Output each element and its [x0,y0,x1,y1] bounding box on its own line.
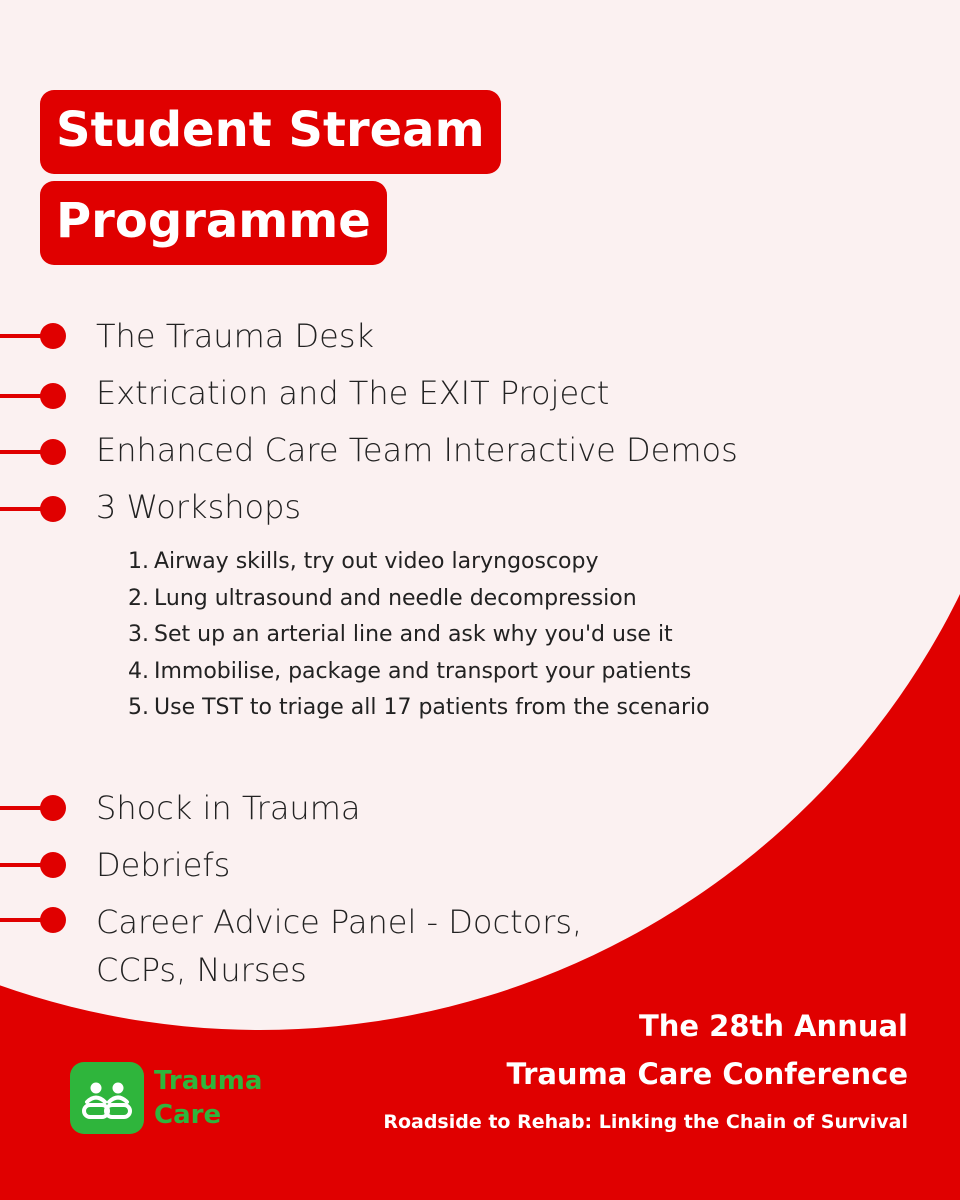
workshop-number: 2. [128,585,149,611]
bullet-marker [0,900,66,940]
conference-edition: The 28th Annual [638,1009,908,1043]
workshop-item [128,617,710,654]
workshop-number: 4. [128,658,149,684]
title-line-1: Student Stream [40,90,501,174]
programme-item-shock: Shock in Trauma [96,789,361,827]
workshop-item [128,690,710,727]
workshop-text: Use TST to triage all 17 patients from the scenario [154,695,710,720]
bullet-marker [0,788,66,828]
bullet-marker [0,489,66,529]
workshop-text: Immobilise, package and transport your patients [154,658,692,684]
workshop-item [128,544,710,581]
workshop-text: Set up an arterial line and ask why you'd use it [154,622,673,647]
bullet-marker [0,316,66,356]
logo-word-trauma: Trauma [154,1066,263,1096]
workshop-text: Airway skills, try out video laryngoscopy [154,549,599,574]
bullet-marker [0,376,66,416]
programme-item-career-panel: Career Advice Panel - Doctors, [96,903,583,941]
bullet-marker [0,432,66,472]
bullet-marker [0,845,66,885]
workshop-list [128,544,710,727]
workshop-number: 1. [128,549,149,574]
workshop-number: 5. [128,695,149,720]
conference-tagline: Roadside to Rehab: Linking the Chain of Survival [383,1111,908,1133]
workshop-number: 3. [128,622,149,647]
workshop-item [128,654,710,691]
programme-item-extrication: Extrication and The EXIT Project [96,374,610,412]
programme-item-workshops: 3 Workshops [96,488,302,526]
programme-item-trauma-desk: The Trauma Desk [96,317,375,355]
programme-item-enhanced-care: Enhanced Care Team Interactive Demos [96,431,738,469]
people-chain-icon [70,1062,144,1134]
logo-word-care: Care [154,1100,222,1130]
programme-item-debriefs: Debriefs [96,846,231,884]
workshop-text: Lung ultrasound and needle decompression [154,585,637,611]
workshop-item [128,581,710,618]
programme-item-career-panel-cont: CCPs, Nurses [96,951,307,989]
conference-footer [383,1002,908,1138]
logo-wordmark [154,1064,262,1132]
title-line-2: Programme [40,181,387,265]
conference-name: Trauma Care Conference [506,1057,908,1091]
